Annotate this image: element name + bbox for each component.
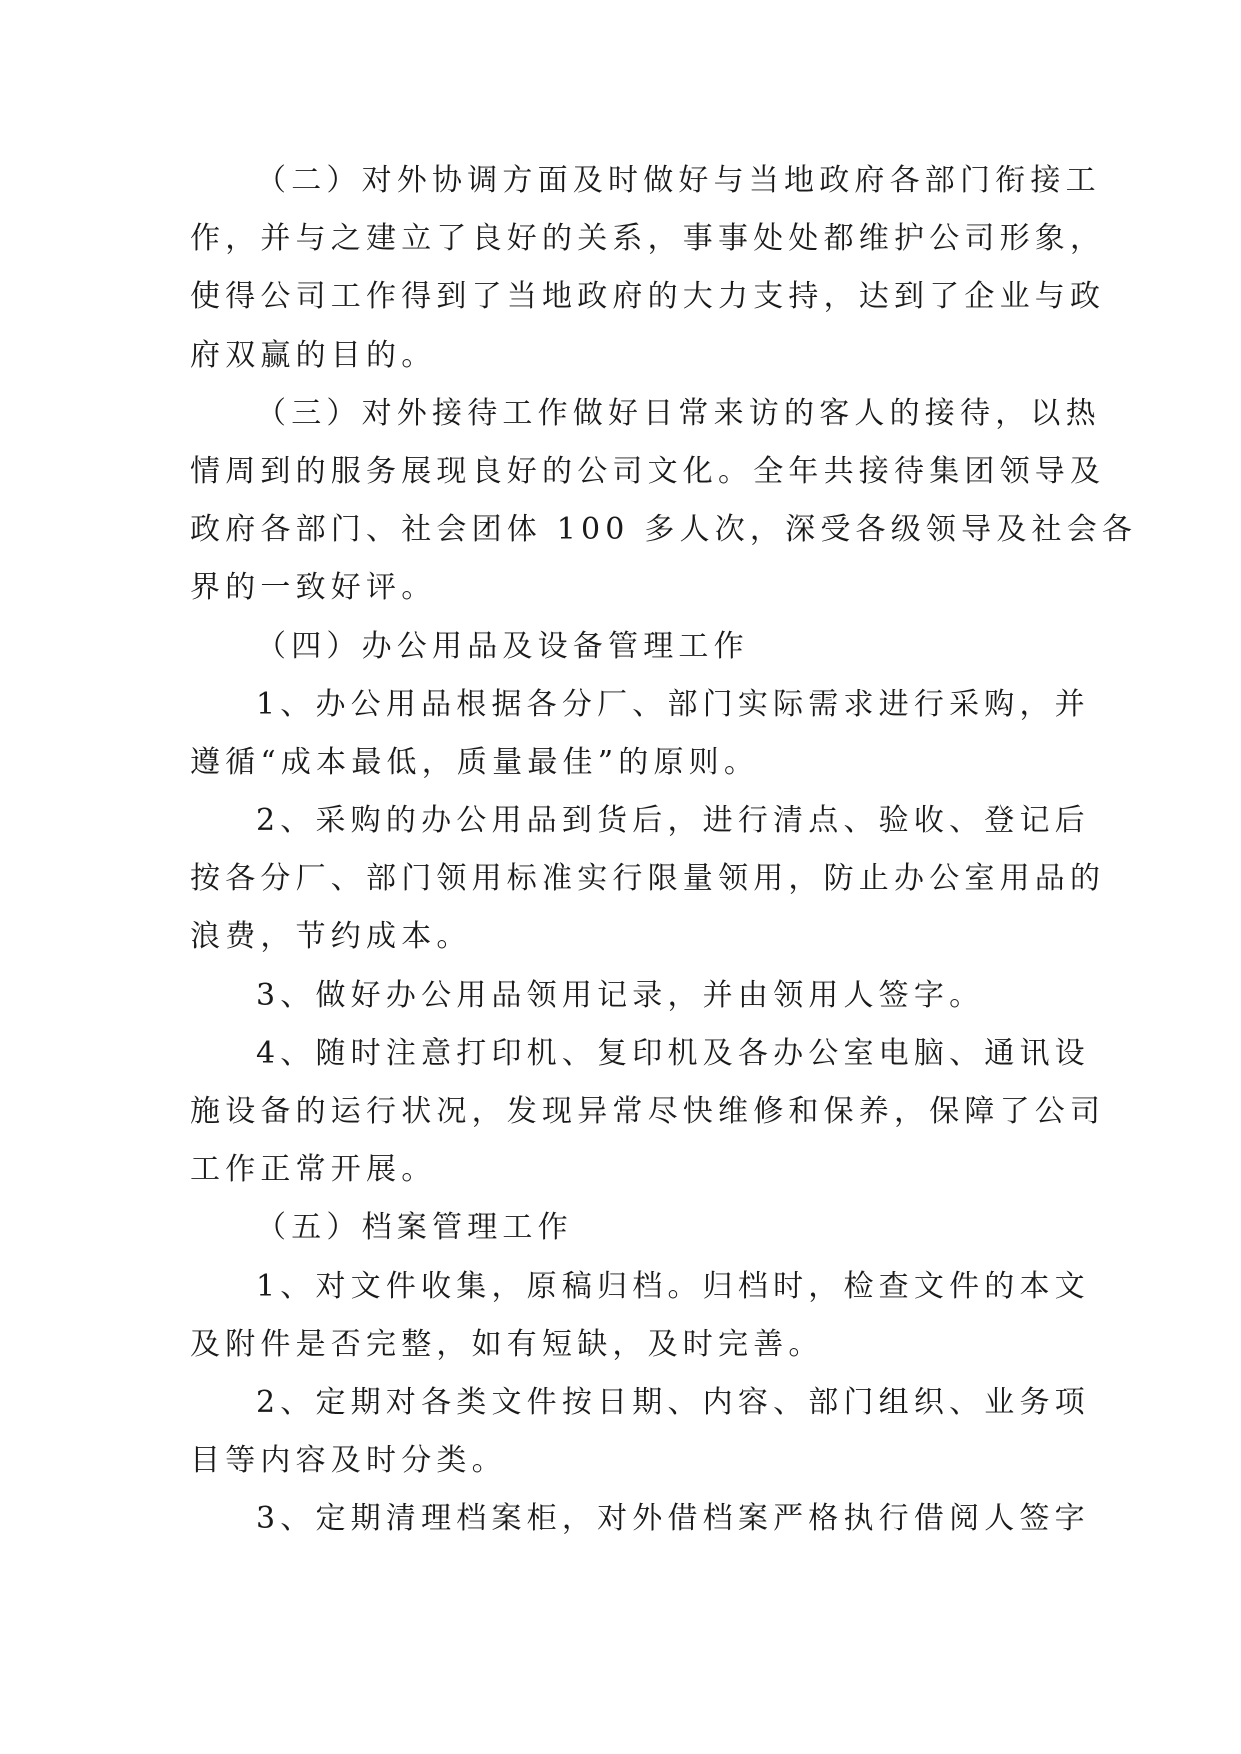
item-5-2-line-2: 目等内容及时分类。	[190, 1443, 507, 1479]
item-4-2-line-2: 按各分厂、部门领用标准实行限量领用，防止办公室用品的	[190, 861, 1106, 897]
item-4-1-line-1: 1、办公用品根据各分厂、部门实际需求进行采购，并	[256, 686, 1090, 722]
paragraph-2-line-3: 使得公司工作得到了当地政府的大力支持，达到了企业与政	[190, 279, 1106, 315]
section-4-heading: （四）办公用品及设备管理工作	[256, 628, 749, 664]
item-5-3-line-1: 3、定期清理档案柜，对外借档案严格执行借阅人签字	[256, 1501, 1090, 1537]
paragraph-3-line-4: 界的一致好评。	[190, 570, 437, 606]
item-5-1-line-2: 及附件是否完整，如有短缺，及时完善。	[190, 1326, 824, 1362]
paragraph-3-line-3: 政府各部门、社会团体 100 多人次，深受各级领导及社会各	[190, 512, 1138, 548]
paragraph-3-line-2: 情周到的服务展现良好的公司文化。全年共接待集团领导及	[190, 453, 1106, 489]
item-5-1-line-1: 1、对文件收集，原稿归档。归档时，检查文件的本文	[256, 1268, 1090, 1304]
paragraph-3-line-1: （三）对外接待工作做好日常来访的客人的接待，以热	[256, 395, 1101, 431]
item-5-2-line-1: 2、定期对各类文件按日期、内容、部门组织、业务项	[256, 1384, 1090, 1420]
document-body	[190, 152, 1138, 1549]
item-4-2-line-3: 浪费，节约成本。	[190, 919, 472, 955]
item-4-3-line-1: 3、做好办公用品领用记录，并由领用人签字。	[256, 977, 985, 1013]
item-4-1-line-2: 遵循“成本最低，质量最佳”的原则。	[190, 744, 760, 780]
item-4-4-line-3: 工作正常开展。	[190, 1152, 437, 1188]
item-4-2-line-1: 2、采购的办公用品到货后，进行清点、验收、登记后	[256, 803, 1090, 839]
paragraph-2-line-2: 作，并与之建立了良好的关系，事事处处都维护公司形象，	[190, 221, 1106, 257]
section-5-heading: （五）档案管理工作	[256, 1210, 573, 1246]
paragraph-2-line-1: （二）对外协调方面及时做好与当地政府各部门衔接工	[256, 163, 1101, 198]
item-4-4-line-2: 施设备的运行状况，发现异常尽快维修和保养，保障了公司	[190, 1094, 1106, 1129]
paragraph-2-line-4: 府双赢的目的。	[190, 337, 437, 373]
item-4-4-line-1: 4、随时注意打印机、复印机及各办公室电脑、通讯设	[256, 1035, 1090, 1071]
